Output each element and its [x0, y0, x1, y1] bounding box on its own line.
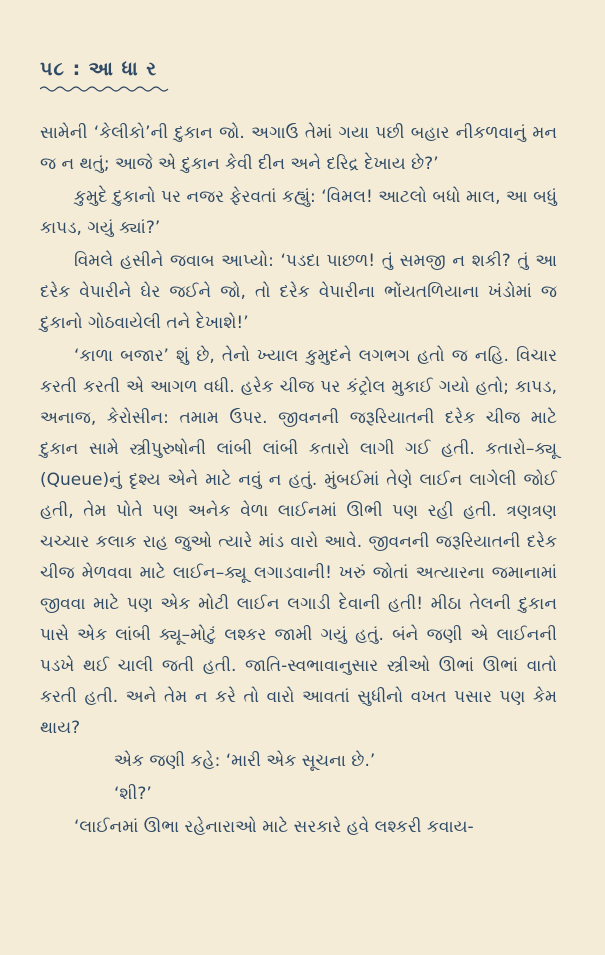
page-number: ૫૮: [40, 58, 65, 80]
paragraph-3: વિમલે હસીને જવાબ આપ્યો: ‘પડદા પાછળ! તું સમજી ન શકી? તું આ દરેક વેપારીને ઘેર જઈને જો, તો દરેક વેપારીના ભોંયતળિયાના ખંડોમાં જ દુકાનો ગોઠવાયેલી તને દેખાશે!’: [40, 251, 557, 333]
chapter-title: આ ધા ર: [88, 58, 158, 80]
header-separator: :: [72, 58, 82, 80]
paragraph-2: કુમુદે દુકાનો પર નજર ફેરવતાં કહ્યું: ‘વિમલ! આટલો બધો માલ, આ બધું કાપડ, ગયું ક્યાં?’: [40, 187, 557, 238]
decorative-wavy-rule: [40, 84, 170, 94]
paragraph-5: એક જણી કહે: ‘મારી એક સૂચના છે.’: [114, 751, 376, 771]
paragraph-6: ‘શી?’: [114, 784, 152, 804]
paragraph-4: ‘કાળા બજાર’ શું છે, તેનો ખ્યાલ કુમુદને લગભગ હતો જ નહિ. વિચાર કરતી કરતી એ આગળ વધી. હરેક ચીજ પર કંટ્રોલ મુકાઈ ગયો હતો; કાપડ, અનાજ, કેરોસીન: તમામ ઉપર. જીવનની જરૂરિયાતની દરેક ચીજ માટે દુકાન સામે સ્ત્રીપુરુષોની લાંબી લાંબી કતારો લાગી ગઈ હતી. કતારો–ક્યૂ (Queue)નું દૃશ્ય એને માટે નવું ન હતું. મુંબઈમાં તેણે લાઈન લાગેલી જોઈ હતી, તેમ પોતે પણ અનેક વેળા લાઈનમાં ઊભી પણ રહી હતી. ત્રણત્રણ ચચ્ચાર કલાક રાહ જુઓ ત્યારે માંડ વારો આવે. જીવનની જરૂરિયાતની દરેક ચીજ મેળવવા માટે લાઈન–ક્યૂ લગાડવાની! ખરું જોતાં અત્યારના જમાનામાં જીવવા માટે પણ એક મોટી લાઈન લગાડી દેવાની હતી! મીઠા તેલની દુકાન પાસે એક લાંબી ક્યૂ–મોટું લશ્કર જામી ગયું હતું. બંને જણી એ લાઈનની પડખે થઈ ચાલી જતી હતી. જાતિ-સ્વભાવાનુસાર સ્ત્રીઓ ઊભાં ઊભાં વાતો કરતી હતી. અને તેમ ન કરે તો વારો આવતાં સુધીનો વખત પસાર પણ કેમ થાય?: [40, 346, 557, 738]
paragraph-1: સામેની ‘કેલીકો’ની દુકાન જો. અગાઉ તેમાં ગયા પછી બહાર નીકળવાનું મન જ ન થતું; આજે એ દુકાન કેવી દીન અને દરિદ્ર દેખાય છે?’: [40, 123, 557, 174]
page-header: [40, 58, 557, 80]
paragraph-7: ‘લાઈનમાં ઊભા રહેનારાઓ માટે સરકારે હવે લશ્કરી કવાય-: [74, 817, 474, 837]
